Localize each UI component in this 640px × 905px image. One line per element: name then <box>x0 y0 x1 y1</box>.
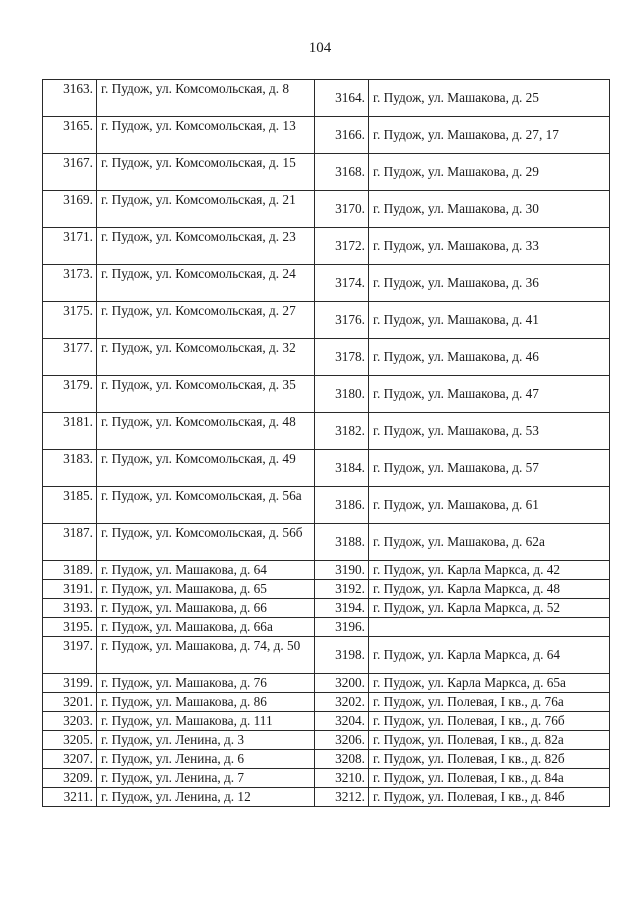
row-number-left: 3185. <box>43 487 97 524</box>
table-row <box>43 80 610 117</box>
address-left: г. Пудож, ул. Машакова, д. 65 <box>97 580 315 599</box>
table-row <box>43 580 610 599</box>
address-left: г. Пудож, ул. Машакова, д. 76 <box>97 674 315 693</box>
row-number-left: 3207. <box>43 750 97 769</box>
table-row <box>43 618 610 637</box>
row-number-right: 3198. <box>315 637 369 674</box>
table-row <box>43 302 610 339</box>
row-number-right: 3168. <box>315 154 369 191</box>
row-number-right: 3186. <box>315 487 369 524</box>
address-right: г. Пудож, ул. Машакова, д. 30 <box>369 191 610 228</box>
address-right: г. Пудож, ул. Машакова, д. 25 <box>369 80 610 117</box>
row-number-left: 3209. <box>43 769 97 788</box>
table-row <box>43 731 610 750</box>
table-row <box>43 561 610 580</box>
table-row <box>43 788 610 807</box>
address-right <box>369 618 610 637</box>
table-row <box>43 750 610 769</box>
address-table-body <box>43 80 610 807</box>
table-row <box>43 599 610 618</box>
row-number-left: 3187. <box>43 524 97 561</box>
address-left: г. Пудож, ул. Комсомольская, д. 49 <box>97 450 315 487</box>
row-number-right: 3164. <box>315 80 369 117</box>
address-left: г. Пудож, ул. Комсомольская, д. 27 <box>97 302 315 339</box>
address-left: г. Пудож, ул. Машакова, д. 86 <box>97 693 315 712</box>
address-left: г. Пудож, ул. Машакова, д. 111 <box>97 712 315 731</box>
table-row <box>43 693 610 712</box>
address-right: г. Пудож, ул. Полевая, I кв., д. 76б <box>369 712 610 731</box>
table-row <box>43 154 610 191</box>
table-row <box>43 487 610 524</box>
address-left: г. Пудож, ул. Ленина, д. 3 <box>97 731 315 750</box>
table-row <box>43 339 610 376</box>
address-right: г. Пудож, ул. Полевая, I кв., д. 84а <box>369 769 610 788</box>
row-number-left: 3195. <box>43 618 97 637</box>
row-number-right: 3172. <box>315 228 369 265</box>
table-row <box>43 228 610 265</box>
table-row <box>43 265 610 302</box>
row-number-left: 3169. <box>43 191 97 228</box>
address-left: г. Пудож, ул. Машакова, д. 64 <box>97 561 315 580</box>
address-left: г. Пудож, ул. Машакова, д. 66а <box>97 618 315 637</box>
row-number-left: 3193. <box>43 599 97 618</box>
table-row <box>43 117 610 154</box>
row-number-left: 3181. <box>43 413 97 450</box>
row-number-right: 3180. <box>315 376 369 413</box>
row-number-right: 3170. <box>315 191 369 228</box>
address-right: г. Пудож, ул. Карла Маркса, д. 42 <box>369 561 610 580</box>
address-left: г. Пудож, ул. Комсомольская, д. 48 <box>97 413 315 450</box>
row-number-left: 3189. <box>43 561 97 580</box>
address-right: г. Пудож, ул. Полевая, I кв., д. 82а <box>369 731 610 750</box>
row-number-right: 3192. <box>315 580 369 599</box>
address-left: г. Пудож, ул. Комсомольская, д. 56б <box>97 524 315 561</box>
address-table <box>42 79 610 807</box>
row-number-right: 3190. <box>315 561 369 580</box>
table-row <box>43 413 610 450</box>
table-row <box>43 191 610 228</box>
table-row <box>43 712 610 731</box>
row-number-left: 3197. <box>43 637 97 674</box>
table-row <box>43 524 610 561</box>
table-row <box>43 674 610 693</box>
address-right: г. Пудож, ул. Карла Маркса, д. 48 <box>369 580 610 599</box>
row-number-right: 3184. <box>315 450 369 487</box>
row-number-left: 3171. <box>43 228 97 265</box>
address-right: г. Пудож, ул. Машакова, д. 29 <box>369 154 610 191</box>
row-number-right: 3174. <box>315 265 369 302</box>
row-number-left: 3211. <box>43 788 97 807</box>
address-right: г. Пудож, ул. Карла Маркса, д. 65а <box>369 674 610 693</box>
address-right: г. Пудож, ул. Полевая, I кв., д. 76а <box>369 693 610 712</box>
table-row <box>43 637 610 674</box>
row-number-left: 3163. <box>43 80 97 117</box>
row-number-right: 3196. <box>315 618 369 637</box>
row-number-left: 3205. <box>43 731 97 750</box>
address-left: г. Пудож, ул. Комсомольская, д. 23 <box>97 228 315 265</box>
address-left: г. Пудож, ул. Комсомольская, д. 24 <box>97 265 315 302</box>
address-right: г. Пудож, ул. Карла Маркса, д. 64 <box>369 637 610 674</box>
address-left: г. Пудож, ул. Машакова, д. 66 <box>97 599 315 618</box>
address-right: г. Пудож, ул. Машакова, д. 41 <box>369 302 610 339</box>
address-right: г. Пудож, ул. Машакова, д. 46 <box>369 339 610 376</box>
table-row <box>43 376 610 413</box>
row-number-right: 3212. <box>315 788 369 807</box>
row-number-right: 3182. <box>315 413 369 450</box>
address-left: г. Пудож, ул. Комсомольская, д. 15 <box>97 154 315 191</box>
address-left: г. Пудож, ул. Комсомольская, д. 13 <box>97 117 315 154</box>
row-number-left: 3175. <box>43 302 97 339</box>
address-left: г. Пудож, ул. Комсомольская, д. 8 <box>97 80 315 117</box>
address-right: г. Пудож, ул. Машакова, д. 33 <box>369 228 610 265</box>
address-left: г. Пудож, ул. Ленина, д. 7 <box>97 769 315 788</box>
address-left: г. Пудож, ул. Комсомольская, д. 21 <box>97 191 315 228</box>
address-right: г. Пудож, ул. Карла Маркса, д. 52 <box>369 599 610 618</box>
address-left: г. Пудож, ул. Комсомольская, д. 32 <box>97 339 315 376</box>
row-number-right: 3176. <box>315 302 369 339</box>
row-number-left: 3177. <box>43 339 97 376</box>
table-row <box>43 450 610 487</box>
row-number-right: 3200. <box>315 674 369 693</box>
row-number-right: 3202. <box>315 693 369 712</box>
row-number-right: 3194. <box>315 599 369 618</box>
address-right: г. Пудож, ул. Полевая, I кв., д. 82б <box>369 750 610 769</box>
address-right: г. Пудож, ул. Машакова, д. 61 <box>369 487 610 524</box>
row-number-left: 3173. <box>43 265 97 302</box>
row-number-left: 3167. <box>43 154 97 191</box>
row-number-left: 3203. <box>43 712 97 731</box>
address-left: г. Пудож, ул. Машакова, д. 74, д. 50 <box>97 637 315 674</box>
table-row <box>43 769 610 788</box>
address-right: г. Пудож, ул. Машакова, д. 62а <box>369 524 610 561</box>
row-number-left: 3191. <box>43 580 97 599</box>
row-number-left: 3199. <box>43 674 97 693</box>
row-number-right: 3166. <box>315 117 369 154</box>
row-number-right: 3206. <box>315 731 369 750</box>
address-right: г. Пудож, ул. Машакова, д. 27, 17 <box>369 117 610 154</box>
row-number-right: 3208. <box>315 750 369 769</box>
row-number-left: 3165. <box>43 117 97 154</box>
address-right: г. Пудож, ул. Машакова, д. 47 <box>369 376 610 413</box>
page-number: 104 <box>308 40 332 56</box>
row-number-right: 3188. <box>315 524 369 561</box>
address-left: г. Пудож, ул. Ленина, д. 6 <box>97 750 315 769</box>
address-right: г. Пудож, ул. Машакова, д. 57 <box>369 450 610 487</box>
row-number-left: 3179. <box>43 376 97 413</box>
address-right: г. Пудож, ул. Полевая, I кв., д. 84б <box>369 788 610 807</box>
row-number-right: 3210. <box>315 769 369 788</box>
address-left: г. Пудож, ул. Комсомольская, д. 56а <box>97 487 315 524</box>
row-number-left: 3183. <box>43 450 97 487</box>
address-right: г. Пудож, ул. Машакова, д. 53 <box>369 413 610 450</box>
address-left: г. Пудож, ул. Комсомольская, д. 35 <box>97 376 315 413</box>
row-number-right: 3204. <box>315 712 369 731</box>
address-left: г. Пудож, ул. Ленина, д. 12 <box>97 788 315 807</box>
row-number-right: 3178. <box>315 339 369 376</box>
row-number-left: 3201. <box>43 693 97 712</box>
address-right: г. Пудож, ул. Машакова, д. 36 <box>369 265 610 302</box>
